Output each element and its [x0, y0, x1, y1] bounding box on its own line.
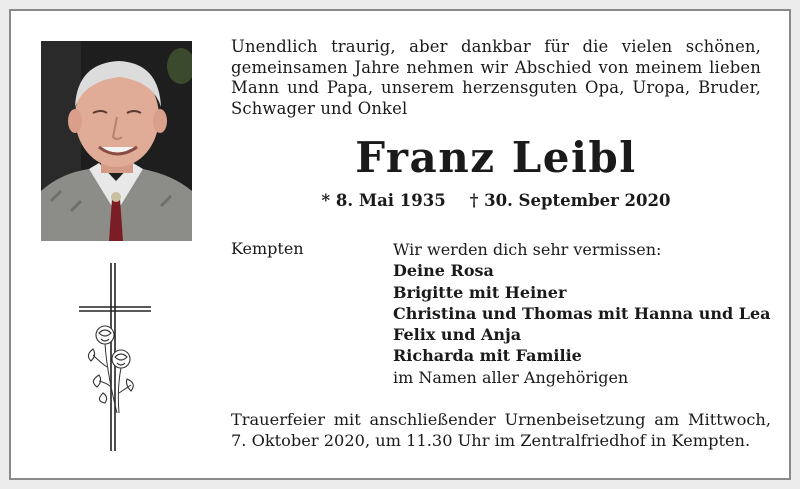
mourner-name: Christina und Thomas mit Hanna und Lea	[393, 303, 771, 323]
death-date: † 30. September 2020	[469, 191, 671, 210]
mourner-name: Richarda mit Familie	[393, 346, 582, 366]
obituary-card	[9, 9, 791, 480]
city-label: Kempten	[231, 239, 304, 258]
birth-date: * 8. Mai 1935	[321, 191, 446, 210]
mourners-list	[393, 239, 773, 388]
mourner-name: Felix und Anja	[393, 325, 522, 345]
cross-with-roses-icon	[79, 263, 151, 451]
mourner-name: Brigitte mit Heiner	[393, 282, 567, 302]
deceased-name: Franz Leibl	[355, 133, 637, 182]
intro-text: Unendlich traurig, aber dankbar für die vielen schönen, gemeinsamen Jahre nehmen wir Abschied von meinem lieben Mann und Papa, unserem herzensguten Opa, Uropa, Bruder, Schwager und Onkel	[231, 37, 761, 118]
portrait-photo	[41, 41, 192, 241]
service-text: Trauerfeier mit anschließender Urnenbeisetzung am Mittwoch, 7. Oktober 2020, um 11.30 Uhr im Zentralfriedhof in Kempten.	[231, 410, 771, 450]
mourners-tail: im Namen aller Angehörigen	[393, 367, 629, 387]
life-dates	[231, 191, 761, 210]
portrait-illustration	[41, 41, 192, 241]
mourner-name: Deine Rosa	[393, 261, 494, 281]
mourners-lead: Wir werden dich sehr vermissen:	[393, 240, 662, 259]
